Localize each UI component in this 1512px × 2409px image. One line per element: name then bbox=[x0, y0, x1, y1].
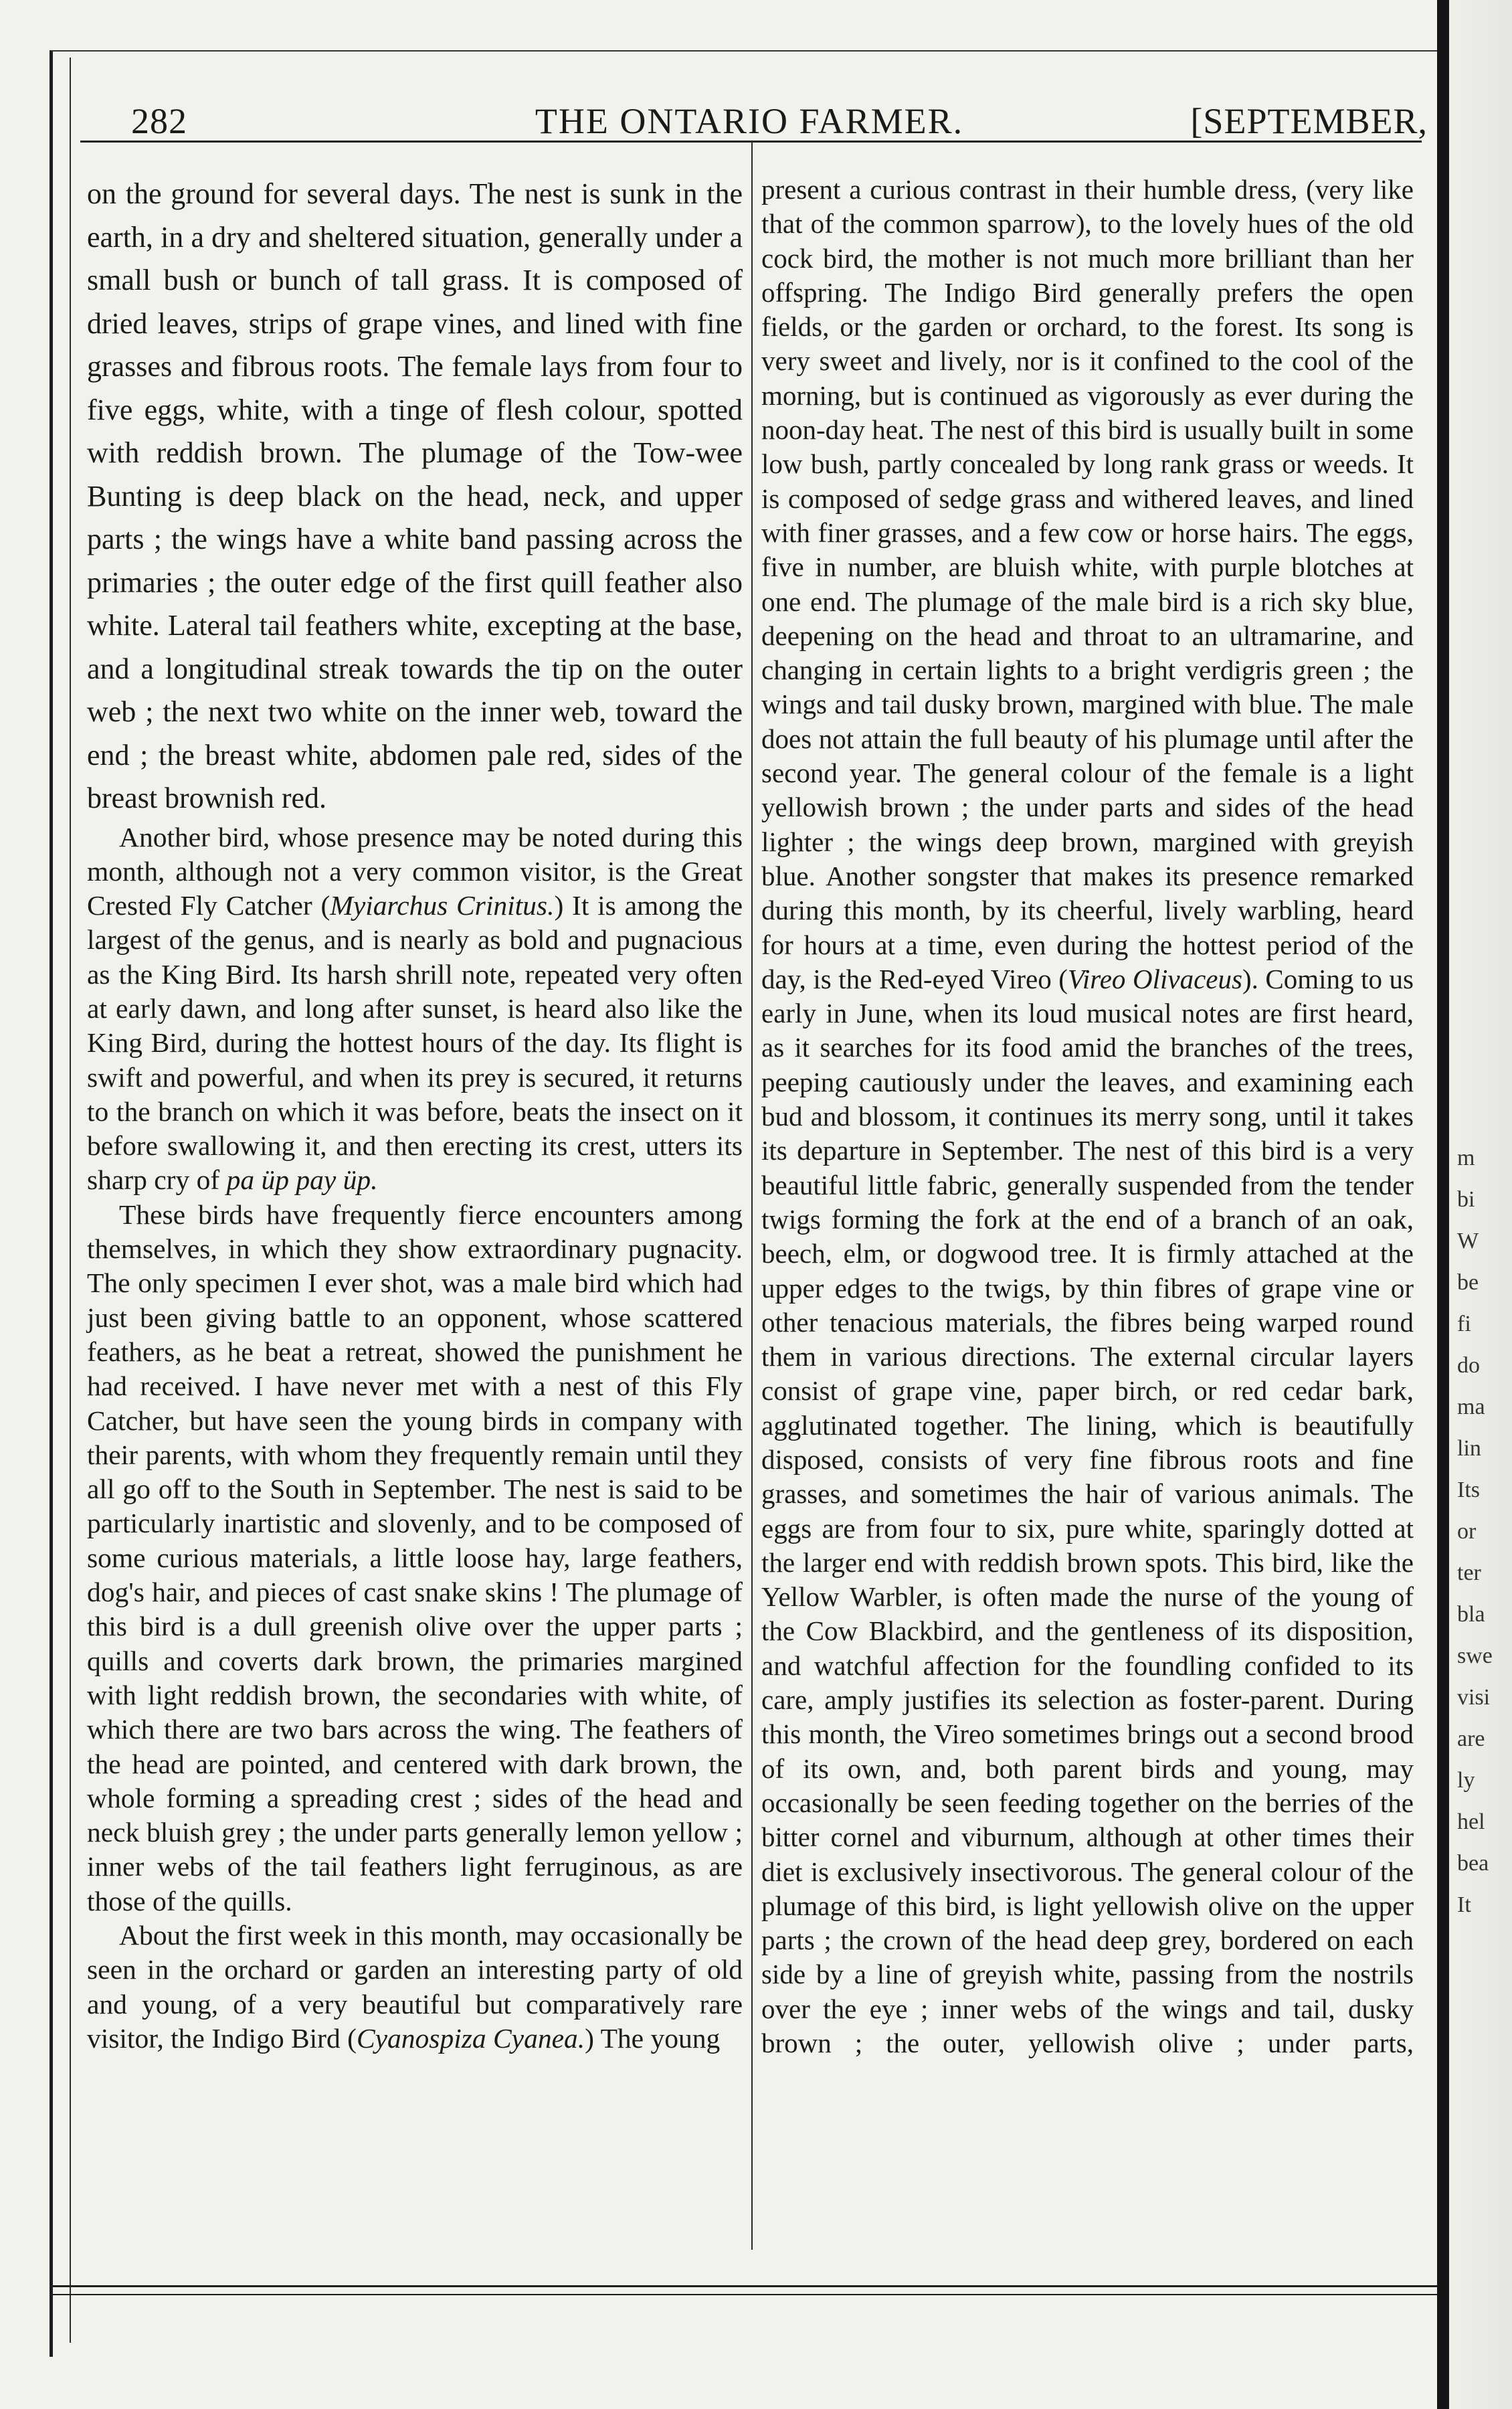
paragraph-indigo-bird bbox=[87, 1919, 743, 2056]
bleed-fragment: hel bbox=[1457, 1809, 1485, 1834]
text-segment: present a curious contrast in their humble dress, (very like that of the common sparrow), to the lovely hues of the old cock bird, the mother is not much more brilliant than her offspring. The Indigo Bird generally prefers the open fields, or the garden or orchard, to the forest. Its song is very sweet and lively, nor is it confined to the cool of the morning, but is continued as vigorously as ever during the noon-day heat. The nest of this bird is usually built in some low bush, partly concealed by long rank grass or weeds. It is composed of sedge grass and withered leaves, and lined with finer grasses, and a few cow or horse hairs. The eggs, five in number, are bluish white, with purple blotches at one end. The plumage of the male bird is a rich sky blue, deepening on the head and throat to an ultramarine, and changing in certain lights to a bright verdigris green ; the wings and tail dusky brown, margined with blue. The male does not attain the full beauty of his plumage until after the second year. The general colour of the female is a light yellowish brown ; the under parts and sides of the head lighter ; the wings deep brown, margined with greyish blue. Another songster that makes its presence remarked during this month, by its cheerful, lively warbling, heard for hours at a time, even during the hottest period of the day, is the Red-eyed Vireo ( bbox=[761, 174, 1414, 994]
running-title: THE ONTARIO FARMER. bbox=[535, 101, 964, 141]
bleed-fragment: or bbox=[1457, 1519, 1477, 1544]
page-header bbox=[80, 80, 1428, 147]
bleed-fragment: ly bbox=[1457, 1768, 1475, 1793]
text-segment: ) The young bbox=[585, 2022, 721, 2054]
bleed-fragment: bla bbox=[1457, 1602, 1485, 1627]
text-segment: ) It is among the largest of the genus, and is nearly as bold and pugnacious as the King Bird. Its harsh shrill note, repeated very often at early dawn, and long after sunset, is heard also like the King Bird, during the hottest hours of the day. Its flight is swift and powerful, and when its prey is secured, it returns to the branch on which it was before, beats the insect on it before swallowing it, and then erecting its crest, utters its sharp cry of bbox=[87, 890, 743, 1196]
bleed-fragment: bi bbox=[1457, 1187, 1475, 1212]
bleed-fragment: It bbox=[1457, 1892, 1471, 1917]
paragraph-indigo-vireo bbox=[761, 173, 1414, 2060]
facing-page-bleed-through bbox=[1457, 1138, 1497, 1926]
header-month: [SEPTEMBER, bbox=[1190, 101, 1428, 141]
bleed-fragment: Its bbox=[1457, 1478, 1480, 1502]
bleed-fragment: lin bbox=[1457, 1436, 1481, 1461]
bleed-fragment: fi bbox=[1457, 1312, 1471, 1336]
species-name: Myiarchus Crinitus. bbox=[330, 890, 555, 921]
paragraph-flycatcher-encounters: These birds have frequently fierce encounters among themselves, in which they show extraordinary pugnacity. The only specimen I ever shot, was a male bird which had just been giving battle to an opponent, whose scattered feathers, as he beat a retreat, showed the punishment he had received. I have never met with a nest of this Fly Catcher, but have seen the young birds in company with their parents, with whom they frequently remain until they all go off to the South in September. The nest is said to be particularly inartistic and slovenly, and to be composed of some curious materials, a little loose hay, large feathers, dog's hair, and pieces of cast snake skins ! The plumage of this bird is a dull greenish olive over the upper parts ; quills and coverts dark brown, the primaries margined with light reddish brown, the secondaries with white, of which there are two bars across the wing. The feathers of the head are pointed, and centered with dark brown, the whole forming a spreading crest ; sides of the head and neck bluish grey ; the under parts generally lemon yellow ; inner webs of the tail feathers light ferruginous, as are those of the quills. bbox=[87, 1198, 743, 1916]
bleed-fragment: ter bbox=[1457, 1560, 1481, 1585]
paragraph-crested-flycatcher bbox=[87, 820, 743, 1198]
species-name: Cyanospiza Cyanea. bbox=[356, 2022, 585, 2054]
bleed-fragment: visi bbox=[1457, 1685, 1491, 1710]
bleed-fragment: are bbox=[1457, 1726, 1485, 1751]
species-name: Vireo Olivaceus bbox=[1067, 963, 1242, 994]
bleed-fragment: be bbox=[1457, 1270, 1479, 1295]
column-divider bbox=[751, 142, 753, 2250]
text-segment: ). Coming to us early in June, when its loud musical notes are first heard, as it searches for its food amid the branches of the trees, peeping cautiously under the leaves, and examining each bud and blossom, it continues its merry song, until it takes its departure in September. The nest of this bird is a very beautiful little fabric, generally suspended from the tender twigs forming the fork at the end of a branch of an oak, beech, elm, or dogwood tree. It is firmly attached at the upper edges to the twigs, by thin fibres of grape vine or other tenacious materials, the fibres being warped round them in various directions. The external circular layers consist of grape vine, paper birch, or red cedar bark, agglutinated together. The lining, which is beautifully disposed, consists of very fine fibrous roots and fine grasses, and sometimes the hair of various animals. The eggs are from four to six, pure white, sparingly dotted at the larger end with reddish brown spots. This bird, like the Yellow Warbler, is often made the nurse of the young of the Cow Blackbird, and the gentleness of its disposition, and watchful affection for the foundling confided to its care, amply justifies its selection as foster-parent. During this month, the Vireo sometimes brings out a second brood of its own, and, both parent birds and young, may occasionally be seen feeding together on the berries of the bitter cornel and viburnum, although at other times their diet is exclusively insectivorous. The general colour of the plumage of this bird, is light yellowish olive on the upper parts ; the crown of the head deep grey, bordered on each side by a line of greyish white, passing from the nostrils over the eye ; inner webs of the wings and tail, dusky brown ; the outer, yellowish olive ; under parts, bbox=[761, 963, 1414, 2059]
bleed-fragment: bea bbox=[1457, 1851, 1489, 1876]
bottom-rule bbox=[50, 2285, 1444, 2287]
bird-cry: pa üp pay üp. bbox=[226, 1164, 378, 1196]
text-segment: About the first week in this month, may occasionally be seen in the orchard or garden an interesting party of old and young, of a very beautiful but comparatively rare visitor, the Indigo Bird ( bbox=[87, 1920, 743, 2054]
left-column bbox=[87, 173, 743, 2056]
text-segment: Another bird, whose presence may be noted during this month, although not a very common visitor, is the Great Crested Fly Catcher ( bbox=[87, 821, 743, 921]
page-number: 282 bbox=[131, 101, 187, 141]
bleed-fragment: do bbox=[1457, 1353, 1480, 1378]
bleed-fragment: W bbox=[1457, 1229, 1479, 1253]
binding-shadow bbox=[1437, 0, 1449, 2409]
bleed-fragment: m bbox=[1457, 1146, 1475, 1170]
bleed-fragment: ma bbox=[1457, 1395, 1485, 1419]
bottom-rule-double bbox=[50, 2294, 1444, 2295]
bleed-fragment: swe bbox=[1457, 1643, 1493, 1668]
right-column bbox=[761, 173, 1414, 2060]
paragraph-towhee-nest: on the ground for several days. The nest is sunk in the earth, in a dry and sheltered situation, generally under a small bush or bunch of tall grass. It is composed of dried leaves, strips of grape vines, and lined with fine grasses and fibrous roots. The female lays from four to five eggs, white, with a tinge of flesh colour, spotted with reddish brown. The plumage of the Tow-wee Bunting is deep black on the head, neck, and upper parts ; the wings have a white band passing across the primaries ; the outer edge of the first quill feather also white. Lateral tail feathers white, excepting at the base, and a longitudinal streak towards the tip on the outer web ; the next two white on the inner web, toward the end ; the breast white, abdomen pale red, sides of the breast brownish red. bbox=[87, 177, 743, 814]
